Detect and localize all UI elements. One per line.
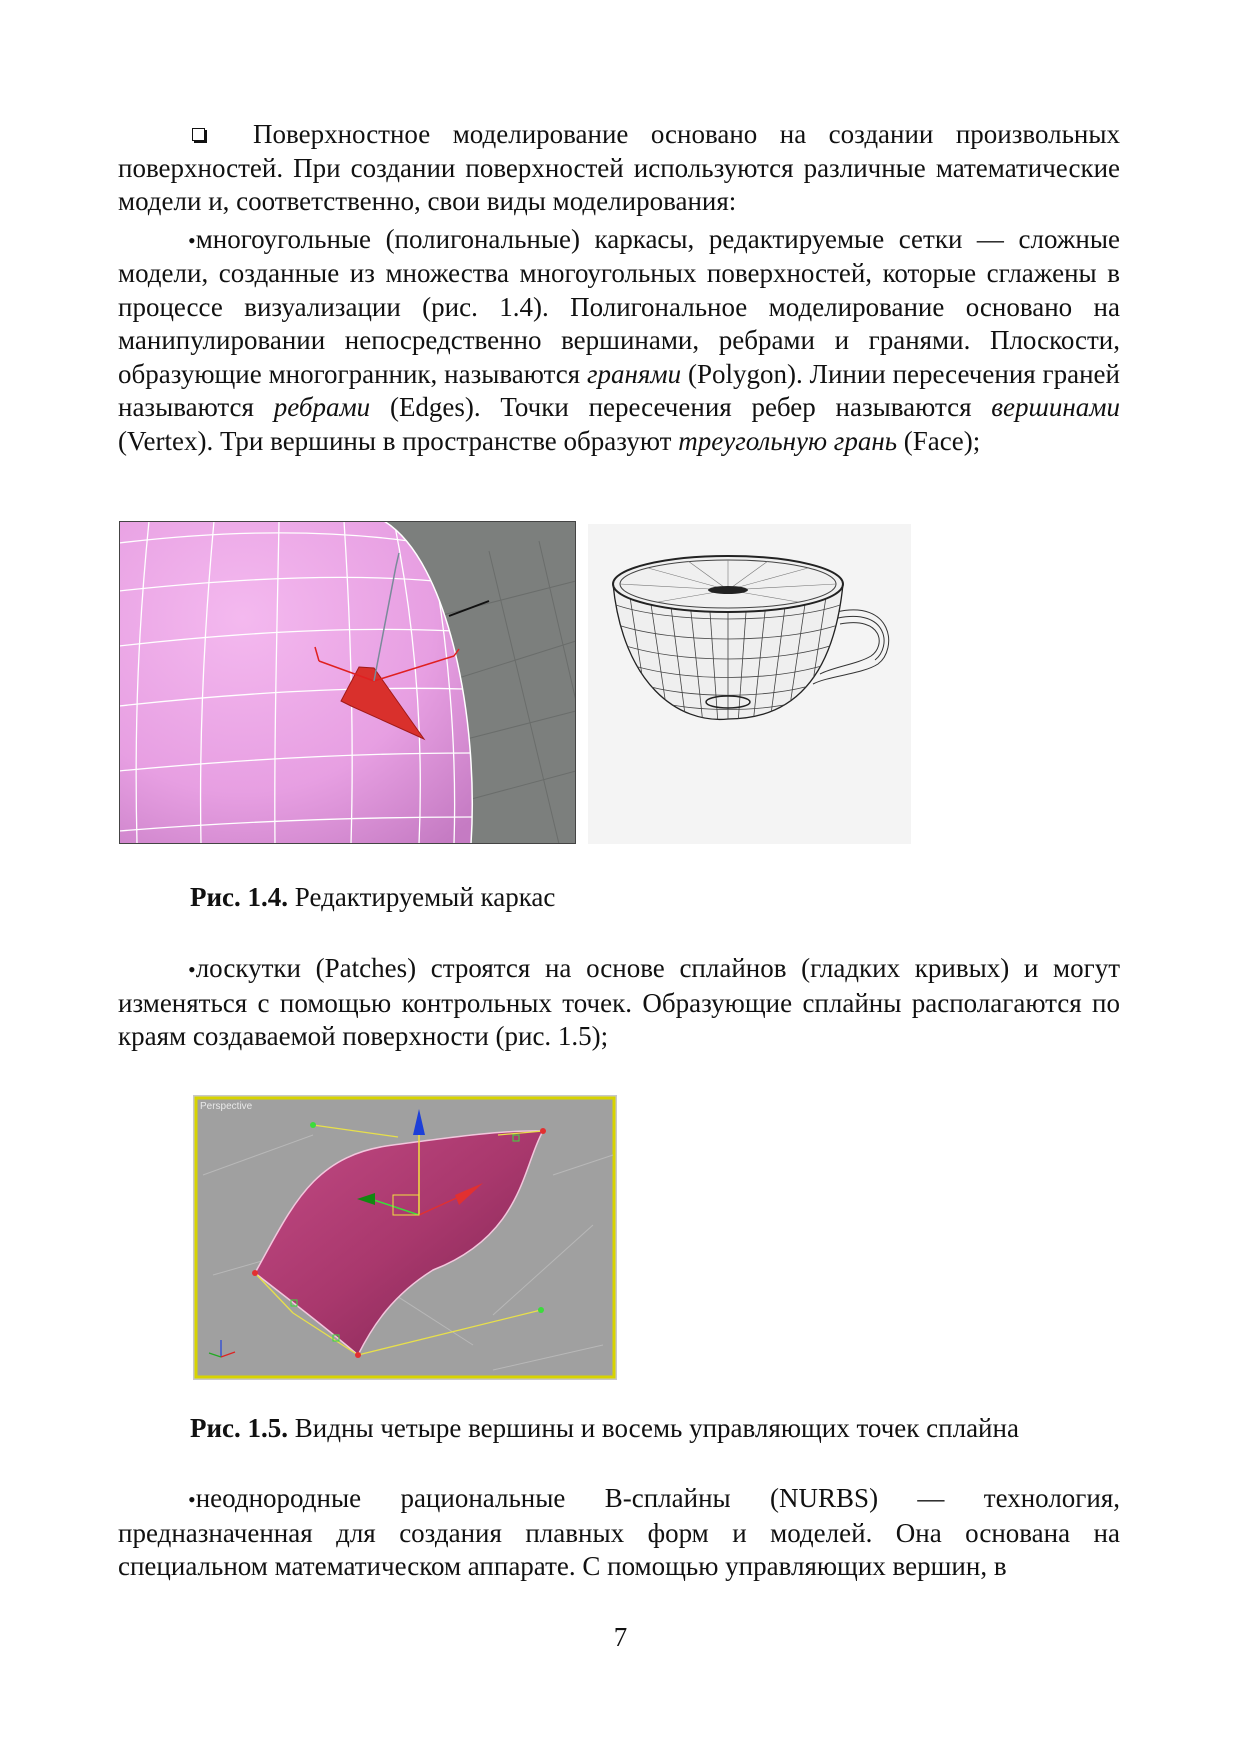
nurbs-text: неоднородные рациональные B-сплайны (NURBS) — технология, предназначенная для создания плавных форм и моделей. Она основана на специальном математическом аппарате. С помощью управляющих вершин, в <box>118 1483 1120 1581</box>
polygonal-text-1: многоугольные (полигональные) каркасы, редактируемые сетки — сложные модели, созданные из множества многоугольных поверхностей, которые сглажены в процессе визуализации (рис. 1.4). Полигональное моделирование основано на манипулировании непосредственно вершинами, ребрами и гранями. Плоскости, образующие многогранник, называются <box>118 223 1120 389</box>
term-face: треугольную грань <box>678 425 898 456</box>
figure-1-5-text: Видны четыре вершины и восемь управляющих точек сплайна <box>288 1413 1019 1443</box>
polygonal-text-2: (Polygon). Линии пересечения граней называются <box>118 358 1120 422</box>
polygonal-paragraph <box>118 223 1120 459</box>
patches-text: лоскутки (Patches) строятся на основе сплайнов (гладких кривых) и могут изменяться с помощью контрольных точек. Образующие сплайны располагаются по краям создаваемой поверхности (рис. 1.5); <box>118 953 1120 1051</box>
polygonal-text-5: (Face); <box>897 425 981 456</box>
polygonal-text-3: (Edges). Точки пересечения ребер называются <box>370 392 992 422</box>
figure-1-5-caption <box>190 1413 1019 1444</box>
term-edges: ребрами <box>273 392 371 422</box>
term-vertex: вершинами <box>991 392 1120 422</box>
figure-1-4-label: Рис. 1.4. <box>190 882 289 912</box>
viewport-label: Perspective <box>200 1101 253 1112</box>
page-text <box>118 118 1120 458</box>
polygonal-text-4: (Vertex). Три вершины в пространстве образуют <box>118 425 679 456</box>
figure-sphere-wireframe <box>119 521 576 844</box>
patches-paragraph <box>118 952 1120 1054</box>
intro-text: Поверхностное моделирование основано на создании произвольных поверхностей. При создании поверхностей используются различные математические модели и, соответственно, свои виды моделирования: <box>118 119 1120 216</box>
intro-paragraph <box>118 118 1120 219</box>
bullet-icon: • <box>188 1487 196 1512</box>
figure-1-4-caption <box>190 882 555 913</box>
bullet-icon: • <box>188 957 196 982</box>
figure-1-5-label: Рис. 1.5. <box>190 1413 289 1443</box>
bullet-icon: • <box>188 227 196 253</box>
figure-cup-wireframe <box>588 524 911 844</box>
figure-patch-surface <box>193 1095 617 1380</box>
cup-inner-bottom <box>708 586 748 594</box>
sphere-shape <box>119 521 472 844</box>
term-polygon: гранями <box>586 358 682 389</box>
nurbs-paragraph <box>118 1482 1120 1584</box>
patches-block <box>118 952 1120 1054</box>
figure-1-4-text: Редактируемый каркас <box>288 882 556 912</box>
nurbs-block <box>118 1482 1120 1584</box>
square-bullet-icon <box>192 128 205 141</box>
page-number: 7 <box>613 1622 628 1652</box>
